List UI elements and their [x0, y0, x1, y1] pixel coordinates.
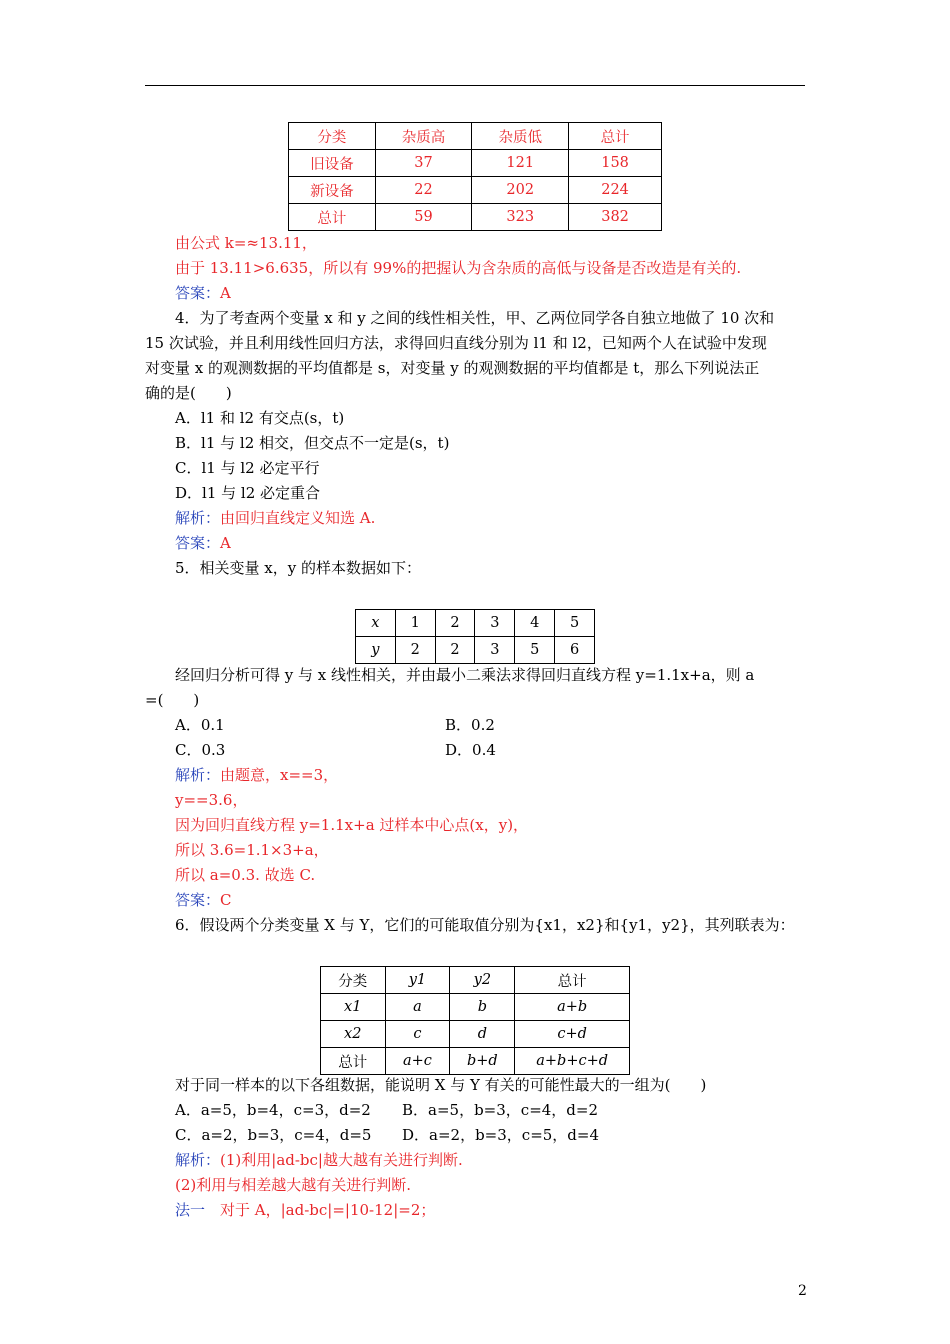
- table-cell: 37: [375, 150, 472, 177]
- q5-line-1: 经回归分析可得 y 与 x 线性相关，并由最小二乘法求得回归直线方程 y=1.1x+a，则 a: [175, 666, 755, 684]
- table-cell: 4: [515, 610, 555, 637]
- table-cell: 1: [395, 610, 435, 637]
- table-cell: 121: [472, 150, 569, 177]
- q5-analysis-2: y==3.6，: [175, 791, 248, 809]
- table-cell: 202: [472, 177, 569, 204]
- q6-question: 对于同一样本的以下各组数据，能说明 X 与 Y 有关的可能性最大的一组为( ): [175, 1076, 707, 1094]
- table-row: [289, 204, 662, 231]
- q6-option-d: D．a=2，b=3，c=5，d=4: [402, 1126, 600, 1144]
- answer-value: C: [220, 891, 232, 909]
- q5-analysis-5: 所以 a=0.3. 故选 C.: [175, 866, 316, 884]
- q3-conclusion: 由于 13.11>6.635，所以有 99%的把握认为含杂质的高低与设备是否改造是有关的.: [175, 259, 742, 277]
- table-cell: 323: [472, 204, 569, 231]
- analysis-text: 对于 A，|ad-bc|=|10-12|=2；: [205, 1201, 436, 1219]
- table-cell: 59: [375, 204, 472, 231]
- table-cell: 3: [475, 637, 515, 664]
- q6-analysis-2: (2)利用与相差越大越有关进行判断.: [175, 1176, 412, 1194]
- q4-stem-line-2: 15 次试验，并且利用线性回归方法，求得回归直线分别为 l1 和 l2，已知两个人在试验中发现: [145, 334, 767, 352]
- answer-label: 答案：: [175, 284, 221, 302]
- q6-contingency-table: [320, 966, 630, 1075]
- table-row: [321, 1048, 630, 1075]
- analysis-text: 由题意，x==3，: [220, 766, 339, 784]
- answer-value: A: [220, 284, 231, 302]
- table-header-cell: 总计: [569, 123, 662, 150]
- table-cell: b: [450, 994, 515, 1021]
- table-cell: 5: [515, 637, 555, 664]
- table-cell: 总计: [321, 1048, 386, 1075]
- table-cell: a+b+c+d: [515, 1048, 630, 1075]
- table-cell: d: [450, 1021, 515, 1048]
- table-header-row: [321, 967, 630, 994]
- q5-option-d: D．0.4: [445, 741, 496, 759]
- answer-value: A: [220, 534, 231, 552]
- table-cell: 5: [555, 610, 595, 637]
- table-cell: c+d: [515, 1021, 630, 1048]
- q4-option-b: B．l1 与 l2 相交，但交点不一定是(s，t): [175, 434, 450, 452]
- analysis-label: 解析：: [175, 766, 221, 784]
- table-header-cell: y1: [385, 967, 450, 994]
- table-cell: y: [356, 637, 396, 664]
- table-row: [289, 177, 662, 204]
- analysis-label: 解析：: [175, 1151, 221, 1169]
- table-cell: 新设备: [289, 177, 376, 204]
- answer-label: 答案：: [175, 891, 221, 909]
- table-cell: 2: [435, 637, 475, 664]
- table-header-cell: 分类: [289, 123, 376, 150]
- table-header-cell: 分类: [321, 967, 386, 994]
- table-row: [321, 994, 630, 1021]
- q3-answer: [175, 282, 231, 304]
- q5-analysis-1: [175, 764, 338, 786]
- table-cell: 6: [555, 637, 595, 664]
- answer-label: 答案：: [175, 534, 221, 552]
- table-cell: 总计: [289, 204, 376, 231]
- analysis-label: 解析：: [175, 509, 221, 527]
- q5-analysis-4: 所以 3.6=1.1×3+a，: [175, 841, 329, 859]
- table-header-cell: 杂质高: [375, 123, 472, 150]
- header-rule: [145, 85, 805, 86]
- q4-stem-line-3: 对变量 x 的观测数据的平均值都是 s，对变量 y 的观测数据的平均值都是 t，那么下列说法正: [145, 359, 760, 377]
- table-cell: x: [356, 610, 396, 637]
- table-cell: 158: [569, 150, 662, 177]
- table-cell: a+b: [515, 994, 630, 1021]
- table-cell: 22: [375, 177, 472, 204]
- table-cell: x1: [321, 994, 386, 1021]
- q5-option-a: A．0.1: [175, 716, 225, 734]
- table-cell: x2: [321, 1021, 386, 1048]
- table-cell: b+d: [450, 1048, 515, 1075]
- q5-line-2: =( ): [145, 691, 200, 709]
- q5-option-c: C．0.3: [175, 741, 226, 759]
- analysis-text: 由回归直线定义知选 A.: [220, 509, 376, 527]
- q5-stem: 5．相关变量 x，y 的样本数据如下：: [175, 559, 422, 577]
- q4-answer: [175, 532, 231, 554]
- q4-stem-line-1: 4．为了考查两个变量 x 和 y 之间的线性相关性，甲、乙两位同学各自独立地做了 10 次和: [175, 309, 775, 327]
- q3-formula: 由公式 k=≈13.11，: [175, 234, 317, 252]
- table-cell: 224: [569, 177, 662, 204]
- contingency-table-equipment: [288, 122, 662, 231]
- table-cell: 旧设备: [289, 150, 376, 177]
- table-cell: a+c: [385, 1048, 450, 1075]
- table-cell: 3: [475, 610, 515, 637]
- method-label: 法一: [175, 1201, 206, 1219]
- q6-analysis-1: [175, 1149, 463, 1171]
- q5-analysis-3: 因为回归直线方程 y=1.1x+a 过样本中心点(x，y)，: [175, 816, 529, 834]
- table-row: [289, 150, 662, 177]
- q6-stem: 6．假设两个分类变量 X 与 Y，它们的可能取值分别为{x1，x2}和{y1，y2}，其列联表为：: [175, 916, 795, 934]
- q4-option-c: C．l1 与 l2 必定平行: [175, 459, 320, 477]
- table-row: [356, 610, 595, 637]
- table-header-cell: 总计: [515, 967, 630, 994]
- table-row: [321, 1021, 630, 1048]
- q6-analysis-3: [175, 1199, 435, 1221]
- q5-data-table: [355, 609, 595, 664]
- q6-option-a: A．a=5，b=4，c=3，d=2: [175, 1101, 371, 1119]
- q6-option-b: B．a=5，b=3，c=4，d=2: [402, 1101, 599, 1119]
- q4-analysis: [175, 507, 375, 529]
- q4-option-d: D．l1 与 l2 必定重合: [175, 484, 321, 502]
- q4-stem-line-4: 确的是( ): [145, 384, 232, 402]
- q5-option-b: B．0.2: [445, 716, 495, 734]
- table-header-cell: y2: [450, 967, 515, 994]
- q5-answer: [175, 889, 232, 911]
- table-cell: 2: [395, 637, 435, 664]
- table-header-cell: 杂质低: [472, 123, 569, 150]
- table-header-row: [289, 123, 662, 150]
- table-cell: a: [385, 994, 450, 1021]
- table-cell: c: [385, 1021, 450, 1048]
- analysis-text: (1)利用|ad-bc|越大越有关进行判断.: [220, 1151, 463, 1169]
- table-row: [356, 637, 595, 664]
- table-cell: 382: [569, 204, 662, 231]
- page-number: 2: [798, 1283, 807, 1299]
- q6-option-c: C．a=2，b=3，c=4，d=5: [175, 1126, 372, 1144]
- table-cell: 2: [435, 610, 475, 637]
- q4-option-a: A．l1 和 l2 有交点(s，t): [175, 409, 345, 427]
